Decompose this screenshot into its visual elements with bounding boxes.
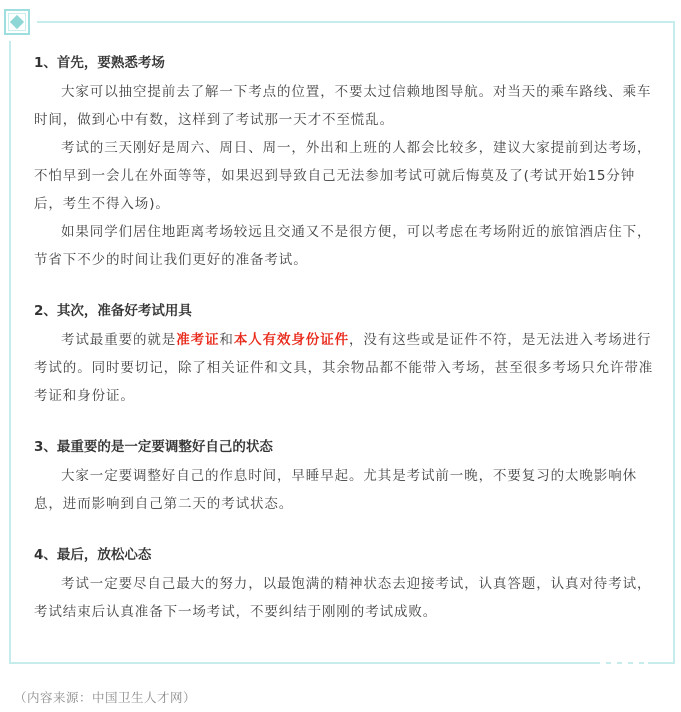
- paragraph-text: 考试最重要的就是: [61, 332, 177, 348]
- article-body: [34, 44, 656, 652]
- section-title: 3、最重要的是一定要调整好自己的状态: [34, 439, 273, 455]
- section-4: [34, 544, 656, 626]
- paragraph: [34, 326, 656, 410]
- paragraph: 考试一定要尽自己最大的努力，以最饱满的精神状态去迎接考试，认真答题，认真对待考试，考试结束后认真准备下一场考试，不要纠结于刚刚的考试成败。: [34, 576, 652, 620]
- section-1: [34, 52, 656, 274]
- highlight-id-document: 本人有效身份证件: [233, 332, 350, 348]
- paragraph: 如果同学们居住地距离考场较远且交通又不是很方便，可以考虑在考场附近的旅馆酒店住下，节省下不少的时间让我们更好的准备考试。: [34, 224, 652, 268]
- paragraph: 大家可以抽空提前去了解一下考点的位置，不要太过信赖地图导航。对当天的乘车路线、乘车时间，做到心中有数，这样到了考试那一天才不至慌乱。: [34, 84, 652, 128]
- paragraph: 大家一定要调整好自己的作息时间，早睡早起。尤其是考试前一晚，不要复习的太晚影响休息，进而影响到自己第二天的考试状态。: [34, 468, 637, 512]
- highlight-admission-ticket: 准考证: [176, 332, 220, 348]
- corner-diamond-icon: [4, 9, 30, 35]
- section-3: [34, 436, 656, 518]
- paragraph-text: 和: [219, 332, 234, 348]
- section-title: 4、最后，放松心态: [34, 547, 152, 563]
- section-title: 2、其次，准备好考试用具: [34, 303, 192, 319]
- source-note: （内容来源：中国卫生人才网）: [14, 690, 197, 705]
- paragraph-text: ，没有这些或是证件不符，是无法进入考场进行考试的。同时要切记，除了相关证件和文具，其余物品都不能带入考场，甚至很多考场只允许带准考证和身份证。: [34, 332, 654, 404]
- section-2: [34, 300, 656, 410]
- section-title: 1、首先，要熟悉考场: [34, 55, 165, 71]
- frame-dotted-edge: [600, 658, 648, 666]
- paragraph: 考试的三天刚好是周六、周日、周一，外出和上班的人都会比较多，建议大家提前到达考场，不怕早到一会儿在外面等等，如果迟到导致自己无法参加考试可就后悔莫及了(考试开始15分钟后，考生不得入场)。: [34, 140, 652, 212]
